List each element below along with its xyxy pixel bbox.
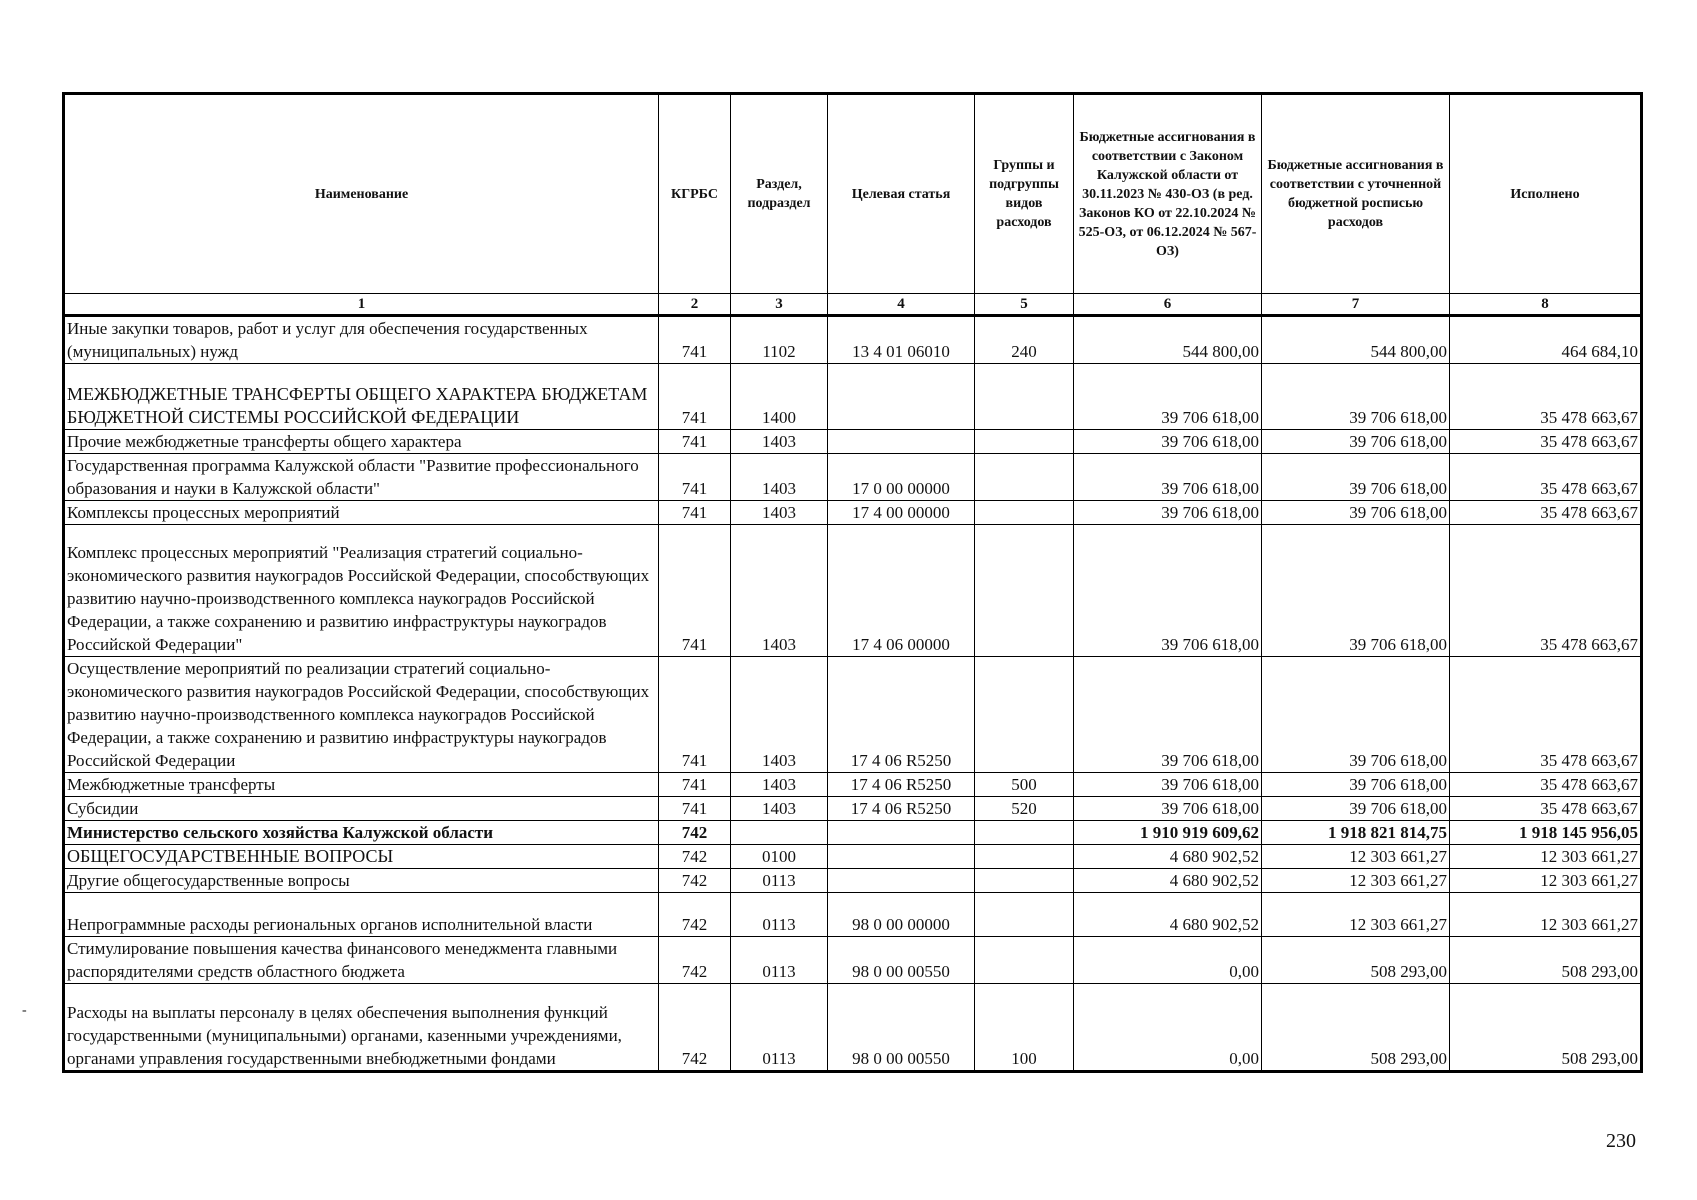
table-header bbox=[64, 94, 1642, 316]
row-target: 17 4 06 00000 bbox=[828, 525, 975, 657]
row-section: 0113 bbox=[731, 984, 828, 1072]
row-law-amount: 0,00 bbox=[1074, 984, 1262, 1072]
row-name: Иные закупки товаров, работ и услуг для обеспечения государственных (муниципальных) нужд bbox=[64, 316, 659, 364]
column-number: 6 bbox=[1074, 294, 1262, 316]
row-law-amount: 39 706 618,00 bbox=[1074, 364, 1262, 430]
row-executed-amount: 508 293,00 bbox=[1450, 984, 1642, 1072]
row-kgrbs: 742 bbox=[659, 821, 731, 845]
row-kgrbs: 741 bbox=[659, 316, 731, 364]
row-section: 0113 bbox=[731, 893, 828, 937]
row-executed-amount: 12 303 661,27 bbox=[1450, 893, 1642, 937]
row-section: 1403 bbox=[731, 525, 828, 657]
row-schedule-amount: 39 706 618,00 bbox=[1262, 525, 1450, 657]
row-law-amount: 1 910 919 609,62 bbox=[1074, 821, 1262, 845]
column-number: 3 bbox=[731, 294, 828, 316]
row-schedule-amount: 39 706 618,00 bbox=[1262, 364, 1450, 430]
header-target: Целевая статья bbox=[828, 94, 975, 294]
row-law-amount: 39 706 618,00 bbox=[1074, 430, 1262, 454]
header-group: Группы и подгруппы видов расходов bbox=[975, 94, 1074, 294]
row-executed-amount: 12 303 661,27 bbox=[1450, 869, 1642, 893]
row-schedule-amount: 39 706 618,00 bbox=[1262, 454, 1450, 501]
column-number-row bbox=[64, 294, 1642, 316]
row-schedule-amount: 544 800,00 bbox=[1262, 316, 1450, 364]
row-kgrbs: 741 bbox=[659, 525, 731, 657]
row-section bbox=[731, 821, 828, 845]
row-kgrbs: 741 bbox=[659, 454, 731, 501]
column-number: 5 bbox=[975, 294, 1074, 316]
row-kgrbs: 741 bbox=[659, 430, 731, 454]
row-kgrbs: 742 bbox=[659, 984, 731, 1072]
row-section: 0113 bbox=[731, 869, 828, 893]
column-number: 7 bbox=[1262, 294, 1450, 316]
margin-mark: - bbox=[22, 1003, 27, 1018]
row-target: 17 4 06 R5250 bbox=[828, 773, 975, 797]
table-row bbox=[64, 501, 1642, 525]
row-kgrbs: 741 bbox=[659, 773, 731, 797]
row-name: Непрограммные расходы региональных органов исполнительной власти bbox=[64, 893, 659, 937]
row-law-amount: 39 706 618,00 bbox=[1074, 501, 1262, 525]
row-kgrbs: 741 bbox=[659, 501, 731, 525]
row-group bbox=[975, 657, 1074, 773]
row-target: 98 0 00 00550 bbox=[828, 984, 975, 1072]
row-law-amount: 39 706 618,00 bbox=[1074, 454, 1262, 501]
row-kgrbs: 742 bbox=[659, 937, 731, 984]
row-executed-amount: 1 918 145 956,05 bbox=[1450, 821, 1642, 845]
row-name: Межбюджетные трансферты bbox=[64, 773, 659, 797]
row-schedule-amount: 508 293,00 bbox=[1262, 984, 1450, 1072]
page-number: 230 bbox=[1606, 1130, 1636, 1152]
row-group: 240 bbox=[975, 316, 1074, 364]
row-target bbox=[828, 869, 975, 893]
table-row bbox=[64, 797, 1642, 821]
row-kgrbs: 741 bbox=[659, 364, 731, 430]
column-number: 8 bbox=[1450, 294, 1642, 316]
row-executed-amount: 35 478 663,67 bbox=[1450, 773, 1642, 797]
row-law-amount: 39 706 618,00 bbox=[1074, 525, 1262, 657]
row-schedule-amount: 1 918 821 814,75 bbox=[1262, 821, 1450, 845]
header-law-assignments: Бюджетные ассигнования в соответствии с Законом Калужской области от 30.11.2023 № 430-ОЗ (в ред. Законов КО от 22.10.2024 № 525-ОЗ, от 06.12.2024 № 567-ОЗ) bbox=[1074, 94, 1262, 294]
row-schedule-amount: 12 303 661,27 bbox=[1262, 869, 1450, 893]
row-name: Стимулирование повышения качества финансового менеджмента главными распорядителями средств областного бюджета bbox=[64, 937, 659, 984]
row-group bbox=[975, 821, 1074, 845]
row-schedule-amount: 39 706 618,00 bbox=[1262, 773, 1450, 797]
row-law-amount: 39 706 618,00 bbox=[1074, 657, 1262, 773]
row-executed-amount: 35 478 663,67 bbox=[1450, 657, 1642, 773]
table-row bbox=[64, 454, 1642, 501]
row-name: Прочие межбюджетные трансферты общего характера bbox=[64, 430, 659, 454]
row-section: 1403 bbox=[731, 797, 828, 821]
row-law-amount: 4 680 902,52 bbox=[1074, 869, 1262, 893]
row-group: 100 bbox=[975, 984, 1074, 1072]
row-kgrbs: 741 bbox=[659, 797, 731, 821]
row-schedule-amount: 508 293,00 bbox=[1262, 937, 1450, 984]
row-executed-amount: 35 478 663,67 bbox=[1450, 501, 1642, 525]
table-row bbox=[64, 984, 1642, 1072]
row-target: 17 4 06 R5250 bbox=[828, 797, 975, 821]
row-target: 13 4 01 06010 bbox=[828, 316, 975, 364]
row-group bbox=[975, 937, 1074, 984]
row-group bbox=[975, 869, 1074, 893]
table-row bbox=[64, 845, 1642, 869]
table-row bbox=[64, 657, 1642, 773]
row-target: 17 4 06 R5250 bbox=[828, 657, 975, 773]
row-name: Расходы на выплаты персоналу в целях обеспечения выполнения функций государственными (муниципальными) органами, казенными учреждениями, органами управления государственными внебюджетными фондами bbox=[64, 984, 659, 1072]
row-kgrbs: 742 bbox=[659, 893, 731, 937]
table-row bbox=[64, 773, 1642, 797]
row-executed-amount: 35 478 663,67 bbox=[1450, 525, 1642, 657]
row-section: 1403 bbox=[731, 657, 828, 773]
row-group bbox=[975, 454, 1074, 501]
row-name: Министерство сельского хозяйства Калужской области bbox=[64, 821, 659, 845]
row-name: Другие общегосударственные вопросы bbox=[64, 869, 659, 893]
row-law-amount: 39 706 618,00 bbox=[1074, 797, 1262, 821]
header-section: Раздел, подраздел bbox=[731, 94, 828, 294]
row-name: Государственная программа Калужской области "Развитие профессионального образования и науки в Калужской области" bbox=[64, 454, 659, 501]
row-target bbox=[828, 845, 975, 869]
row-target bbox=[828, 364, 975, 430]
row-section: 1403 bbox=[731, 454, 828, 501]
row-schedule-amount: 39 706 618,00 bbox=[1262, 797, 1450, 821]
row-law-amount: 544 800,00 bbox=[1074, 316, 1262, 364]
row-group bbox=[975, 893, 1074, 937]
row-executed-amount: 12 303 661,27 bbox=[1450, 845, 1642, 869]
row-target bbox=[828, 821, 975, 845]
table-row bbox=[64, 525, 1642, 657]
row-name: Субсидии bbox=[64, 797, 659, 821]
row-executed-amount: 35 478 663,67 bbox=[1450, 797, 1642, 821]
row-law-amount: 4 680 902,52 bbox=[1074, 893, 1262, 937]
row-target: 17 4 00 00000 bbox=[828, 501, 975, 525]
row-section: 1403 bbox=[731, 773, 828, 797]
header-row bbox=[64, 94, 1642, 294]
row-group bbox=[975, 525, 1074, 657]
row-target: 17 0 00 00000 bbox=[828, 454, 975, 501]
header-kgrbs: КГРБС bbox=[659, 94, 731, 294]
row-executed-amount: 35 478 663,67 bbox=[1450, 454, 1642, 501]
header-schedule-assignments: Бюджетные ассигнования в соответствии с уточненной бюджетной росписью расходов bbox=[1262, 94, 1450, 294]
row-schedule-amount: 12 303 661,27 bbox=[1262, 893, 1450, 937]
row-kgrbs: 742 bbox=[659, 845, 731, 869]
row-target bbox=[828, 430, 975, 454]
column-number: 4 bbox=[828, 294, 975, 316]
row-section: 0100 bbox=[731, 845, 828, 869]
row-name: Комплекс процессных мероприятий "Реализация стратегий социально-экономического развития наукоградов Российской Федерации, способствующих развитию научно-производственного комплекса наукоградов Российской Федерации, а также сохранению и развитию инфраструктуры наукоградов Российской Федерации" bbox=[64, 525, 659, 657]
row-target: 98 0 00 00000 bbox=[828, 893, 975, 937]
row-group: 520 bbox=[975, 797, 1074, 821]
row-kgrbs: 741 bbox=[659, 657, 731, 773]
row-law-amount: 0,00 bbox=[1074, 937, 1262, 984]
row-group bbox=[975, 430, 1074, 454]
table-row bbox=[64, 893, 1642, 937]
row-section: 0113 bbox=[731, 937, 828, 984]
row-executed-amount: 35 478 663,67 bbox=[1450, 430, 1642, 454]
column-number: 2 bbox=[659, 294, 731, 316]
row-target: 98 0 00 00550 bbox=[828, 937, 975, 984]
row-section: 1400 bbox=[731, 364, 828, 430]
header-name: Наименование bbox=[64, 94, 659, 294]
table-row bbox=[64, 316, 1642, 364]
table-row bbox=[64, 937, 1642, 984]
row-section: 1403 bbox=[731, 430, 828, 454]
table-row bbox=[64, 869, 1642, 893]
row-group bbox=[975, 501, 1074, 525]
row-name: ОБЩЕГОСУДАРСТВЕННЫЕ ВОПРОСЫ bbox=[64, 845, 659, 869]
row-executed-amount: 508 293,00 bbox=[1450, 937, 1642, 984]
table-row bbox=[64, 430, 1642, 454]
row-section: 1403 bbox=[731, 501, 828, 525]
table-body bbox=[64, 316, 1642, 1072]
row-schedule-amount: 39 706 618,00 bbox=[1262, 657, 1450, 773]
row-name: Осуществление мероприятий по реализации стратегий социально-экономического развития наукоградов Российской Федерации, способствующих развитию научно-производственного комплекса наукоградов Российской Федерации, а также сохранению и развитию инфраструктуры наукоградов Российской Федерации bbox=[64, 657, 659, 773]
row-law-amount: 4 680 902,52 bbox=[1074, 845, 1262, 869]
column-number: 1 bbox=[64, 294, 659, 316]
row-executed-amount: 464 684,10 bbox=[1450, 316, 1642, 364]
row-group: 500 bbox=[975, 773, 1074, 797]
row-law-amount: 39 706 618,00 bbox=[1074, 773, 1262, 797]
row-kgrbs: 742 bbox=[659, 869, 731, 893]
header-executed: Исполнено bbox=[1450, 94, 1642, 294]
row-schedule-amount: 39 706 618,00 bbox=[1262, 430, 1450, 454]
row-executed-amount: 35 478 663,67 bbox=[1450, 364, 1642, 430]
row-group bbox=[975, 845, 1074, 869]
row-schedule-amount: 12 303 661,27 bbox=[1262, 845, 1450, 869]
table-row bbox=[64, 364, 1642, 430]
row-name: Комплексы процессных мероприятий bbox=[64, 501, 659, 525]
budget-table bbox=[62, 92, 1643, 1073]
table-row bbox=[64, 821, 1642, 845]
row-name: МЕЖБЮДЖЕТНЫЕ ТРАНСФЕРТЫ ОБЩЕГО ХАРАКТЕРА БЮДЖЕТАМ БЮДЖЕТНОЙ СИСТЕМЫ РОССИЙСКОЙ ФЕДЕРАЦИИ bbox=[64, 364, 659, 430]
row-section: 1102 bbox=[731, 316, 828, 364]
row-group bbox=[975, 364, 1074, 430]
row-schedule-amount: 39 706 618,00 bbox=[1262, 501, 1450, 525]
